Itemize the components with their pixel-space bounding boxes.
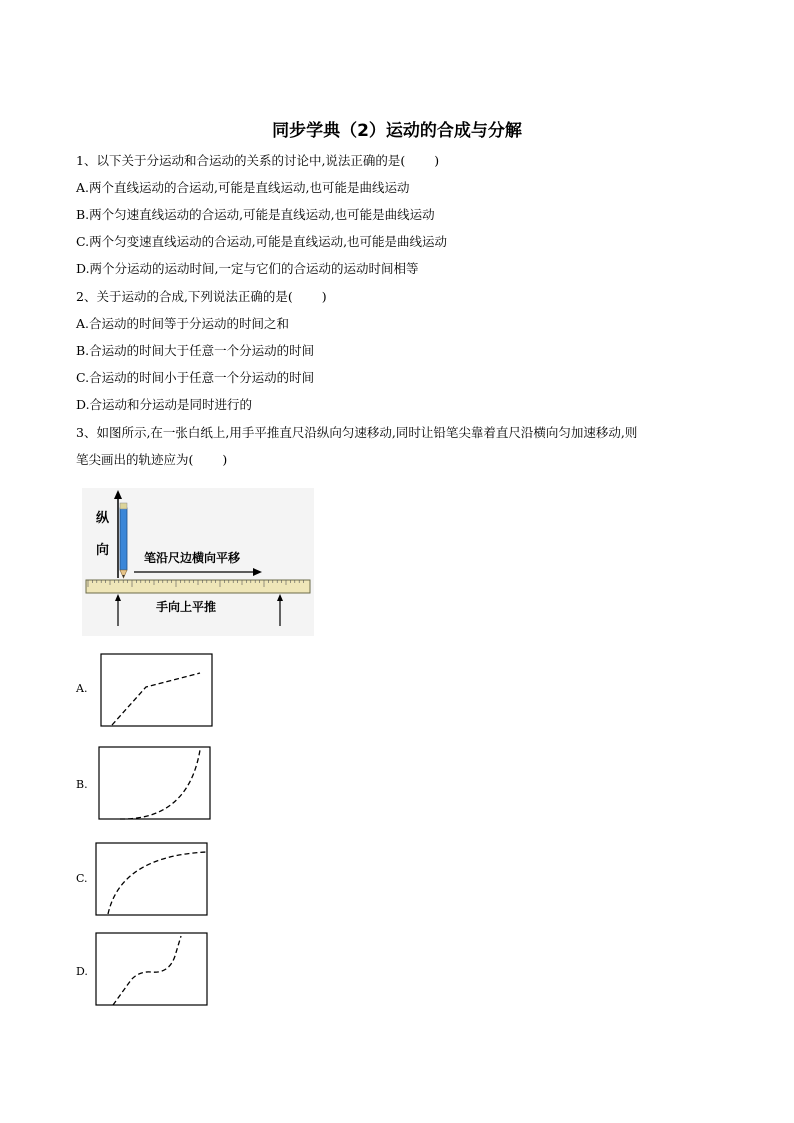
- q3-option-b-label[interactable]: B.: [76, 778, 88, 791]
- q2-stem: 2、关于运动的合成,下列说法正确的是( ): [76, 289, 327, 304]
- q1-option-c[interactable]: C.两个匀变速直线运动的合运动,可能是直线运动,也可能是曲线运动: [76, 234, 448, 249]
- q3-stem-line1: 3、如图所示,在一张白纸上,用手平推直尺沿纵向匀速移动,同时让铅笔尖靠着直尺沿横向匀加速移动,则: [76, 425, 638, 440]
- label-vertical-2: 向: [96, 543, 110, 558]
- q3-stem-line2: 笔尖画出的轨迹应为( ): [76, 452, 228, 467]
- q2-option-c[interactable]: C.合运动的时间小于任意一个分运动的时间: [76, 370, 315, 385]
- page-title: 同步学典（2）运动的合成与分解: [272, 121, 522, 141]
- pencil-icon: [120, 503, 127, 578]
- q3-option-a-graph[interactable]: [100, 653, 214, 728]
- q3-option-a-label[interactable]: A.: [76, 682, 88, 695]
- q1-option-b[interactable]: B.两个匀速直线运动的合运动,可能是直线运动,也可能是曲线运动: [76, 207, 435, 222]
- ruler-pencil-figure: [82, 488, 314, 636]
- q2-option-d[interactable]: D.合运动和分运动是同时进行的: [76, 397, 253, 412]
- label-pen-moves: 笔沿尺边横向平移: [144, 551, 241, 565]
- q1-stem: 1、以下关于分运动和合运动的关系的讨论中,说法正确的是( ): [76, 153, 440, 168]
- q3-option-b-graph[interactable]: [98, 746, 212, 821]
- q3-option-c-label[interactable]: C.: [76, 872, 88, 885]
- q3-option-d-label[interactable]: D.: [76, 965, 88, 978]
- q3-option-c-graph[interactable]: [95, 842, 209, 917]
- q1-option-d[interactable]: D.两个分运动的运动时间,一定与它们的合运动的运动时间相等: [76, 261, 419, 276]
- ruler: [86, 580, 310, 593]
- label-vertical-1: 纵: [96, 511, 110, 526]
- q2-option-b[interactable]: B.合运动的时间大于任意一个分运动的时间: [76, 343, 315, 358]
- q3-option-d-graph[interactable]: [95, 932, 209, 1007]
- q2-option-a[interactable]: A.合运动的时间等于分运动的时间之和: [76, 316, 290, 331]
- label-hand-pushes: 手向上平推: [156, 600, 217, 614]
- q1-option-a[interactable]: A.两个直线运动的合运动,可能是直线运动,也可能是曲线运动: [76, 180, 410, 195]
